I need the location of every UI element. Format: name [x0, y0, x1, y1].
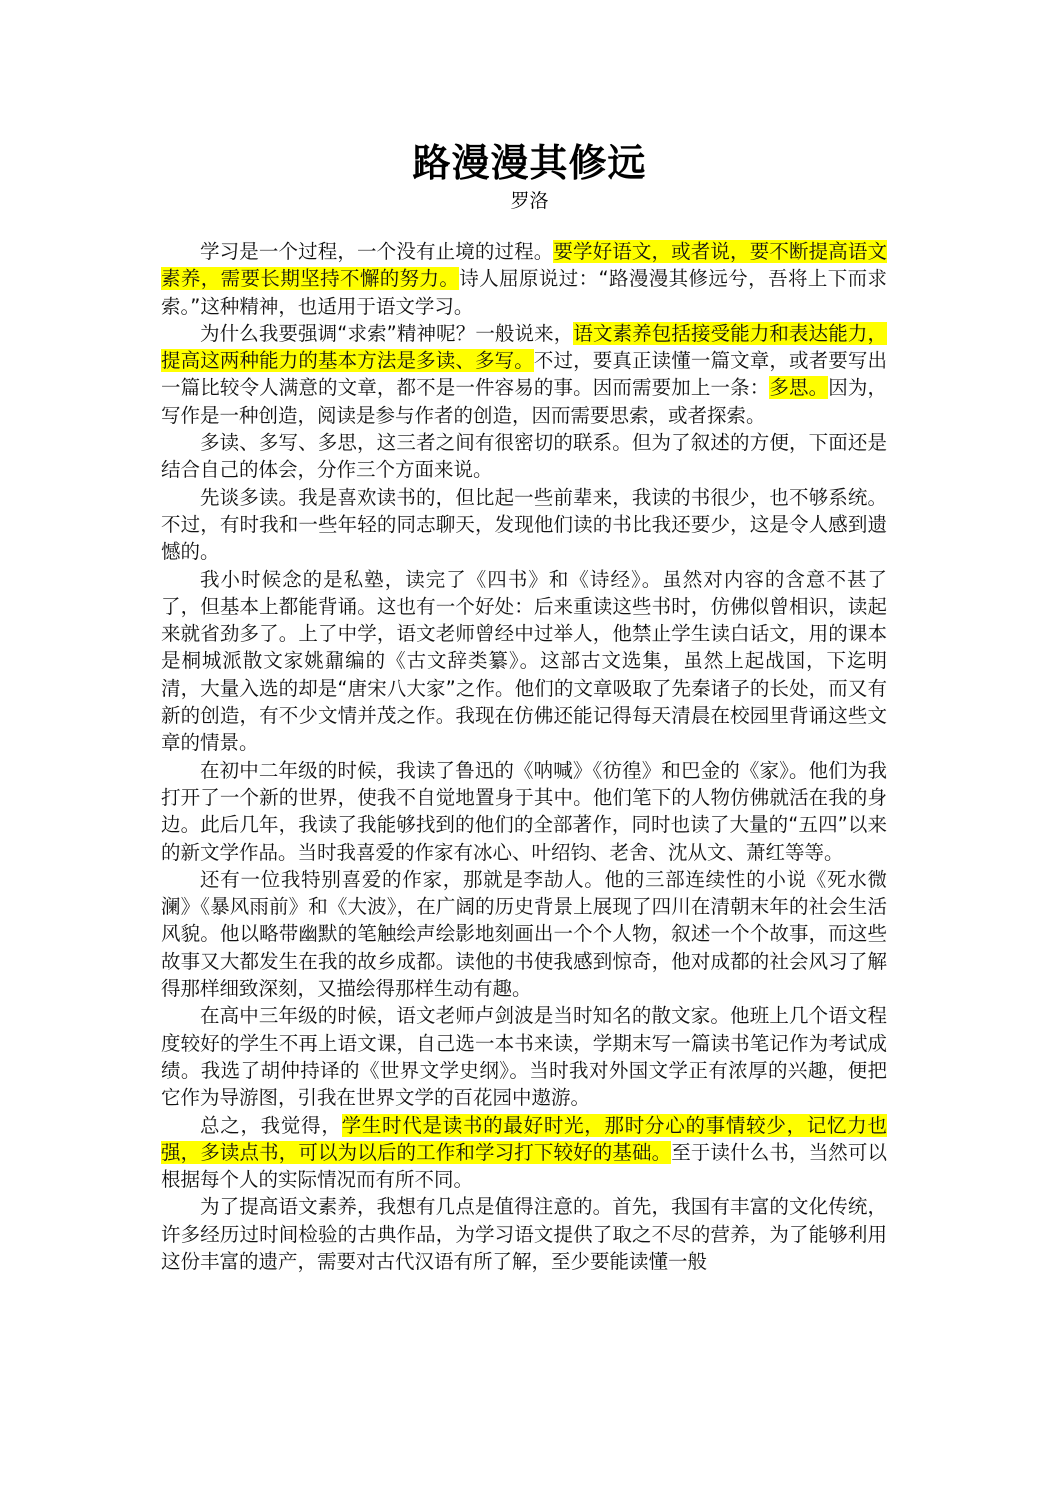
paragraph — [161, 238, 887, 320]
paragraph-text: 还有一位我特别喜爱的作家，那就是李劼人。他的三部连续性的小说《死水微澜》《暴风雨前》和《大波》，在广阔的历史背景上展现了四川在清朝末年的社会生活风貌。他以略带幽默的笔触绘声绘影地刻画出一个个人物，叙述一个个故事，而这些故事又大都发生在我的故乡成都。读他的书使我感到惊奇，他对成都的社会风习了解得那样细致深刻，又描绘得那样生动有趣。 — [161, 867, 887, 1001]
paragraph-text: 总之，我觉得， — [200, 1113, 342, 1137]
paragraph-text: 先谈多读。我是喜欢读书的，但比起一些前辈来，我读的书很少，也不够系统。不过，有时我和一些年轻的同志聊天，发现他们读的书比我还要少，这是令人感到遗憾的。 — [161, 485, 887, 564]
highlighted-text: 学生时代是读书的最好时光，那时分心的事情较少，记忆力也强，多读点书，可以为以后的工作和学习打下较好的基础。 — [161, 1113, 887, 1164]
document-author: 罗洛 — [510, 190, 549, 212]
document-body — [161, 238, 887, 1275]
paragraph-text: 为了提高语文素养，我想有几点是值得注意的。首先，我国有丰富的文化传统，许多经历过时间检验的古典作品，为学习语文提供了取之不尽的营养，为了能够利用这份丰富的遗产，需要对古代汉语有所了解，至少要能读懂一般 — [161, 1195, 887, 1273]
paragraph — [161, 566, 887, 757]
paragraph-text: 学习是一个过程，一个没有止境的过程。 — [200, 240, 554, 263]
highlighted-text: 要学好语文，或者说，要不断提高语文素养，需要长期坚持不懈的努力。 — [161, 240, 887, 291]
highlighted-text: 语文素养包括接受能力和表达能力，提高这两种能力的基本方法是多读、多写。 — [161, 321, 887, 373]
paragraph — [161, 1112, 887, 1194]
paragraph — [161, 484, 887, 566]
paragraph — [161, 1002, 887, 1111]
paragraph-text: 因为，写作是一种创造，阅读是参与作者的创造，因而需要思索，或者探索。 — [161, 376, 887, 427]
paragraph-text: 在初中二年级的时候，我读了鲁迅的《呐喊》《彷徨》和巴金的《家》。他们为我打开了一个新的世界，使我不自觉地置身于其中。他们笔下的人物仿佛就活在我的身边。此后几年，我读了我能够找到的他们的全部著作，同时也读了大量的“五四”以来的新文学作品。当时我喜爱的作家有冰心、叶绍钧、老舍、沈从文、萧红等等。 — [161, 758, 887, 864]
paragraph-text: 我小时候念的是私塾，读完了《四书》和《诗经》。虽然对内容的含意不甚了了，但基本上都能背诵。这也有一个好处：后来重读这些书时，仿佛似曾相识，读起来就省劲多了。上了中学，语文老师曾经中过举人，他禁止学生读白话文，用的课本是桐城派散文家姚鼐编的《古文辞类纂》。这部古文选集，虽然上起战国，下迄明清，大量入选的却是“唐宋八大家”之作。他们的文章吸取了先秦诸子的长处，而又有新的创造，有不少文情并茂之作。我现在仿佛还能记得每天清晨在校园里背诵这些文章的情景。 — [161, 567, 887, 755]
paragraph — [161, 866, 887, 1002]
paragraph-text: 在高中三年级的时候，语文老师卢剑波是当时知名的散文家。他班上几个语文程度较好的学生不再上语文课，自己选一本书来读，学期末写一篇读书笔记作为考试成绩。我选了胡仲持译的《世界文学史纲》。当时我对外国文学正有浓厚的兴趣，便把它作为导游图，引我在世界文学的百花园中遨游。 — [161, 1004, 887, 1110]
paragraph-text: 不过，要真正读懂一篇文章，或者要写出一篇比较令人满意的文章，都不是一件容易的事。因而需要加上一条： — [161, 349, 887, 400]
paragraph-text: 为什么我要强调“求索”精神呢？一般说来， — [200, 321, 574, 345]
paragraph — [161, 429, 887, 484]
paragraph-text: 至于读什么书，当然可以根据每个人的实际情况而有所不同。 — [161, 1140, 887, 1192]
paragraph — [161, 1193, 887, 1275]
paragraph — [161, 320, 887, 429]
document-title: 路漫漫其修远 — [412, 140, 647, 185]
highlighted-text: 多思。 — [769, 376, 829, 400]
paragraph-text: 诗人屈原说过：“路漫漫其修远兮，吾将上下而求索。”这种精神，也适用于语文学习。 — [161, 267, 887, 318]
paragraph — [161, 757, 887, 866]
paragraph-text: 多读、多写、多思，这三者之间有很密切的联系。但为了叙述的方便，下面还是结合自己的体会，分作三个方面来说。 — [161, 431, 887, 482]
